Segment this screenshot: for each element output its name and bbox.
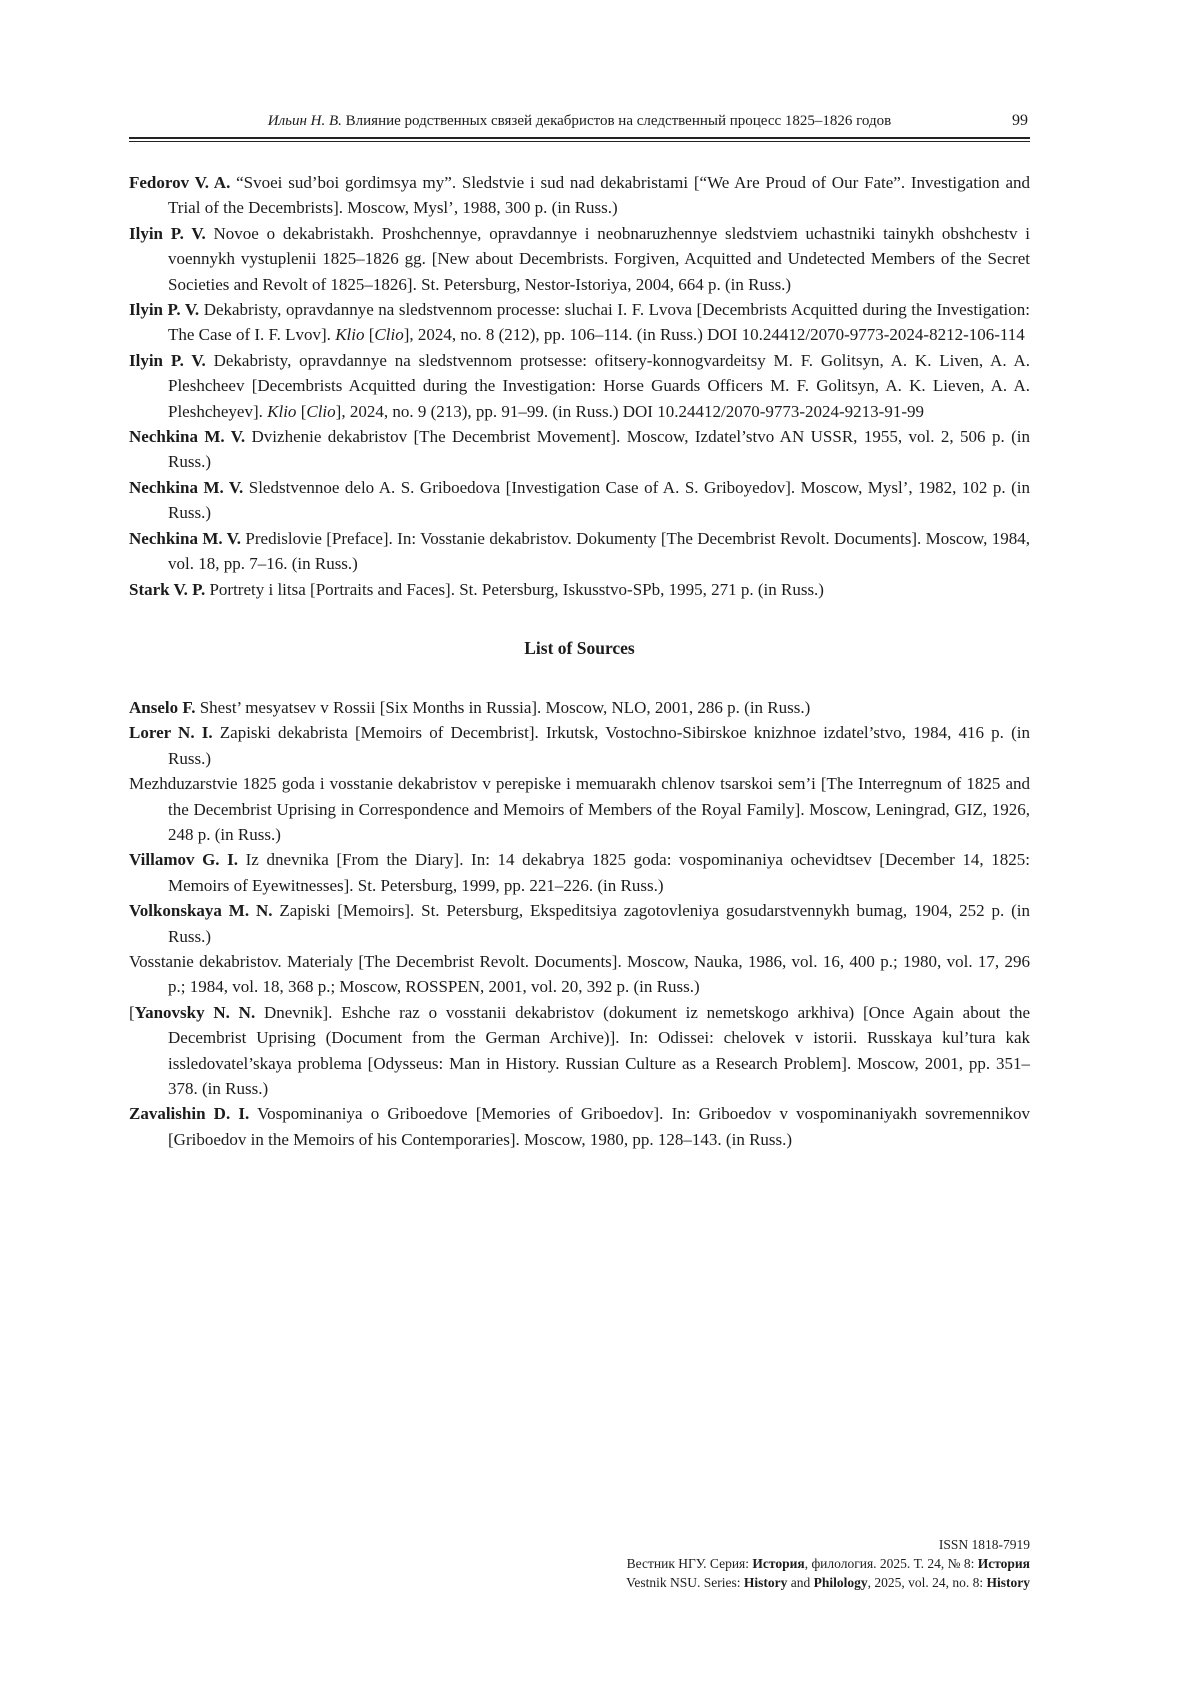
entry-text-segment: Vestnik NSU. Series: bbox=[626, 1574, 744, 1590]
entry-text-segment: Dekabristy, opravdannye na sledstvennom protsesse: ofitsery-konnogvardeitsy M. F. Golitsyn, A. K. Liven, A. A. Pleshcheev [Decembrists Acquitted during the Investigation: Horse Guards Officers M. F. Golitsyn, A. K. Lieven, A. A. Pleshcheyev]. bbox=[168, 350, 1030, 421]
entry-text-segment: Dekabristy, opravdannye na sledstvennom processe: sluchai I. F. Lvova [Decembrists Acquitted during the Investigation: The Case of I. F. Lvov]. bbox=[168, 300, 1030, 345]
reference-entry bbox=[129, 577, 1030, 602]
journal-footer-line bbox=[129, 1555, 1030, 1574]
source-entry bbox=[129, 847, 1030, 898]
references-list bbox=[129, 170, 1030, 602]
source-entry bbox=[129, 771, 1030, 847]
entry-text-segment: Novoe o dekabristakh. Proshchennye, opravdannye i neobnaruzhennye sledstviem uchastniki tainykh obshchestv i voennykh vystuplenii 1825–1826 gg. [New about Decembrists. Forgiven, Acquitted and Undetected Members of the Secret Societies and Revolt of 1825–1826]. St. Petersburg, Nestor-Istoriya, 2004, 664 p. (in Russ.) bbox=[168, 223, 1030, 294]
reference-entry bbox=[129, 526, 1030, 577]
running-header-line bbox=[129, 110, 1030, 132]
source-entry bbox=[129, 720, 1030, 771]
header-rule bbox=[129, 137, 1030, 142]
reference-entry bbox=[129, 221, 1030, 297]
entry-text-segment: Klio bbox=[335, 325, 365, 345]
entry-text-segment: Dvizhenie dekabristov [The Decembrist Movement]. Moscow, Izdatel’stvo AN USSR, 1955, vol. 2, 506 p. (in Russ.) bbox=[168, 427, 1030, 472]
entry-text-segment: Ilyin P. V. bbox=[129, 223, 206, 243]
entry-text-segment: Philology bbox=[813, 1574, 868, 1590]
entry-text-segment: Nechkina M. V. bbox=[129, 477, 244, 497]
reference-entry bbox=[129, 170, 1030, 221]
journal-footer-line bbox=[129, 1536, 1030, 1555]
entry-text-segment: История bbox=[752, 1555, 805, 1571]
sources-list bbox=[129, 695, 1030, 1152]
source-entry bbox=[129, 1101, 1030, 1152]
entry-text-segment: and bbox=[787, 1574, 814, 1590]
running-header bbox=[129, 110, 1030, 142]
entry-text-segment: Mezhduzarstvie 1825 goda i vosstanie dekabristov v perepiske i memuarakh chlenov tsarskoi sem’i [The Interregnum of 1825 and the Decembrist Uprising in Correspondence and Memoirs of Members of the Royal Family]. Moscow, Leningrad, GIZ, 1926, 248 p. (in Russ.) bbox=[129, 774, 1030, 844]
entry-text-segment: Zapiski [Memoirs]. St. Petersburg, Ekspeditsiya zagotovleniya gosudarstvennykh bumag, 1904, 252 p. (in Russ.) bbox=[168, 901, 1030, 946]
entry-text-segment: Portrety i litsa [Portraits and Faces]. St. Petersburg, Iskusstvo-SPb, 1995, 271 p. (in Russ.) bbox=[205, 579, 824, 599]
entry-text-segment: Yanovsky N. N. bbox=[134, 1002, 256, 1022]
entry-text-segment: , 2025, vol. 24, no. 8: bbox=[867, 1574, 987, 1590]
entry-text-segment: Clio bbox=[306, 401, 336, 421]
entry-text-segment: Вестник НГУ. Серия: bbox=[626, 1555, 753, 1571]
entry-text-segment: Volkonskaya M. N. bbox=[129, 901, 273, 921]
entry-text-segment: Villamov G. I. bbox=[129, 850, 239, 870]
reference-entry bbox=[129, 348, 1030, 424]
entry-text-segment: Predislovie [Preface]. In: Vosstanie dekabristov. Dokumenty [The Decembrist Revolt. Documents]. Moscow, 1984, vol. 18, pp. 7–16. (in Russ.) bbox=[168, 528, 1030, 574]
source-entry bbox=[129, 1000, 1030, 1102]
journal-footer-line bbox=[129, 1574, 1030, 1593]
entry-text-segment: History bbox=[743, 1574, 788, 1590]
entry-text-segment: Dnevnik]. Eshche raz o vosstanii dekabristov (dokument iz nemetskogo arkhiva) [Once Again about the Decembrist Uprising (Document from the German Archive)]. In: Odissei: chelovek v istorii. Russkaya kul’tura kak issledovatel’skaya problema [Odysseus: Man in History. Russian Culture as a Research Problem]. Moscow, 2001, pp. 351–378. (in Russ.) bbox=[168, 1002, 1030, 1098]
journal-footer bbox=[129, 1536, 1030, 1592]
entry-text-segment: История bbox=[977, 1555, 1030, 1571]
source-entry bbox=[129, 695, 1030, 720]
source-entry bbox=[129, 949, 1030, 1000]
entry-text-segment: Stark V. P. bbox=[129, 579, 206, 599]
sources-heading: List of Sources bbox=[524, 637, 635, 658]
entry-text-segment: [ bbox=[296, 401, 307, 421]
entry-text-segment: Ilyin P. V. bbox=[129, 350, 206, 370]
entry-text-segment: ], 2024, no. 9 (213), pp. 91–99. (in Russ.) DOI 10.24412/2070-9773-2024-9213-91-99 bbox=[335, 401, 924, 421]
entry-text-segment: Sledstvennoe delo A. S. Griboedova [Investigation Case of A. S. Griboyedov]. Moscow, Mysl’, 1982, 102 p. (in Russ.) bbox=[168, 477, 1030, 523]
entry-text-segment: Nechkina M. V. bbox=[129, 427, 246, 447]
reference-entry bbox=[129, 424, 1030, 475]
entry-text-segment: Iz dnevnika [From the Diary]. In: 14 dekabrya 1825 goda: vospominaniya ochevidtsev [December 14, 1825: Memoirs of Eyewitnesses]. St. Petersburg, 1999, pp. 221–226. (in Russ.) bbox=[168, 850, 1030, 895]
entry-text-segment: ISSN 1818-7919 bbox=[938, 1537, 1030, 1552]
entry-text-segment: Clio bbox=[374, 325, 404, 345]
entry-text-segment: Nechkina M. V. bbox=[129, 528, 242, 548]
entry-text-segment: “Svoei sud’boi gordimsya my”. Sledstvie i sud nad dekabristami [“We Are Proud of Our Fate”. Investigation and Trial of the Decembrists]. Moscow, Mysl’, 1988, 300 p. (in Russ.) bbox=[168, 173, 1030, 218]
entry-text-segment: Vospominaniya o Griboedove [Memories of Griboedov]. In: Griboedov v vospominaniyakh sovremennikov [Griboedov in the Memoirs of his Contemporaries]. Moscow, 1980, pp. 128–143. (in Russ.) bbox=[168, 1104, 1030, 1149]
entry-text-segment: Vosstanie dekabristov. Materialy [The Decembrist Revolt. Documents]. Moscow, Nauka, 1986, vol. 16, 400 p.; 1980, vol. 17, 296 p.; 1984, vol. 18, 368 p.; Moscow, ROSSPEN, 2001, vol. 20, 392 p. (in Russ.) bbox=[129, 951, 1030, 997]
entry-text-segment: Shest’ mesyatsev v Rossii [Six Months in Russia]. Moscow, NLO, 2001, 286 p. (in Russ.) bbox=[195, 697, 811, 717]
entry-text-segment: Zapiski dekabrista [Memoirs of Decembrist]. Irkutsk, Vostochno-Sibirskoe knizhnoe izdatel’stvo, 1984, 416 p. (in Russ.) bbox=[168, 723, 1030, 768]
entry-text-segment: [ bbox=[364, 325, 375, 345]
entry-text-segment: , филология. 2025. Т. 24, № 8: bbox=[804, 1555, 978, 1571]
entry-text-segment: [ bbox=[129, 1002, 135, 1022]
entry-text-segment: Fedorov V. A. bbox=[129, 173, 231, 192]
entry-text-segment: Lorer N. I. bbox=[129, 723, 213, 743]
entry-text-segment: History bbox=[986, 1574, 1030, 1590]
entry-text-segment: Zavalishin D. I. bbox=[129, 1104, 250, 1124]
header-title: Влияние родственных связей декабристов на следственный процесс 1825–1826 годов bbox=[345, 113, 892, 129]
entry-text-segment: Anselo F. bbox=[129, 697, 196, 717]
entry-text-segment: Klio bbox=[267, 401, 297, 421]
main-column bbox=[129, 170, 1030, 1152]
entry-text-segment: Ilyin P. V. bbox=[129, 300, 200, 320]
page-number: 99 bbox=[1012, 112, 1028, 129]
source-entry bbox=[129, 898, 1030, 949]
header-author: Ильин Н. В. bbox=[267, 113, 342, 129]
reference-entry bbox=[129, 297, 1030, 348]
reference-entry bbox=[129, 475, 1030, 526]
entry-text-segment: ], 2024, no. 8 (212), pp. 106–114. (in Russ.) DOI 10.24412/2070-9773-2024-8212-106-114 bbox=[403, 325, 1025, 345]
